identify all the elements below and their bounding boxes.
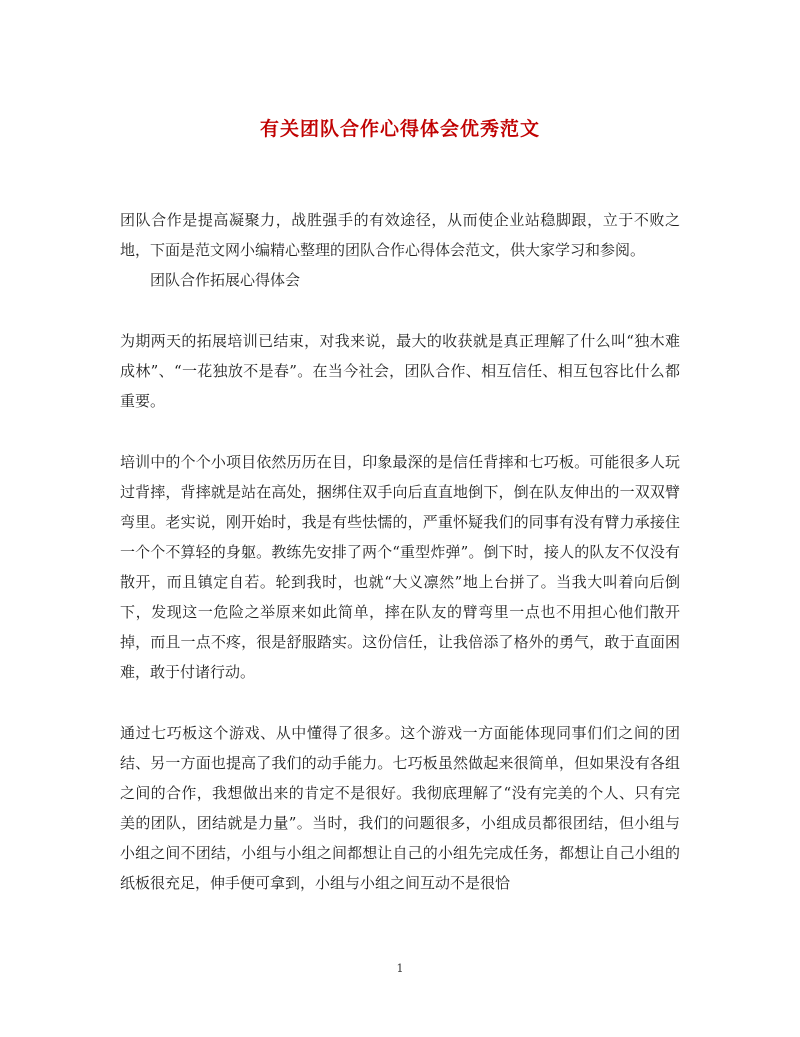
document-body — [120, 205, 680, 929]
section-subheading: 团队合作拓展心得体会 — [150, 271, 301, 289]
body-paragraph-2: 培训中的个个小项目依然历历在目，印象最深的是信任背摔和七巧板。可能很多人玩过背摔，背摔就是站在高处，捆绑住双手向后直直地倒下，倒在队友伸出的一双双臂弯里。老实说，刚开始时，我是有些怯懦的，严重怀疑我们的同事有没有臂力承接住一个个不算轻的身躯。教练先安排了两个“重型炸弹”。倒下时，接人的队友不仅没有散开，而且镇定自若。轮到我时，也就“大义凛然”地上台拼了。当我大叫着向后倒下，发现这一危险之举原来如此简单，摔在队友的臂弯里一点也不用担心他们散开掉，而且一点不疼，很是舒服踏实。这份信任，让我倍添了格外的勇气，敢于直面困难，敢于付诸行动。 — [120, 453, 680, 681]
intro-paragraph: 团队合作是提高凝聚力，战胜强手的有效途径，从而使企业站稳脚跟，立于不败之地，下面是范文网小编精心整理的团队合作心得体会范文，供大家学习和参阅。 — [120, 211, 680, 259]
page-number: 1 — [396, 962, 404, 975]
body-paragraph-3: 通过七巧板这个游戏、从中懂得了很多。这个游戏一方面能体现同事们们之间的团结、另一方面也提高了我们的动手能力。七巧板虽然做起来很简单，但如果没有各组之间的合作，我想做出来的肯定不是很好。我彻底理解了“没有完美的个人、只有完美的团队，团结就是力量”。当时，我们的问题很多，小组成员都很团结，但小组与小组之间不团结，小组与小组之间都想让自己的小组先完成任务，都想让自己小组的纸板很充足，伸手便可拿到，小组与小组之间互动不是很恰 — [120, 724, 680, 892]
body-paragraph-1: 为期两天的拓展培训已结束，对我来说，最大的收获就是真正理解了什么叫“独木难成林”、“一花独放不是春”。在当今社会，团队合作、相互信任、相互包容比什么都重要。 — [120, 332, 680, 410]
document-title: 有关团队合作心得体会优秀范文 — [259, 118, 540, 140]
